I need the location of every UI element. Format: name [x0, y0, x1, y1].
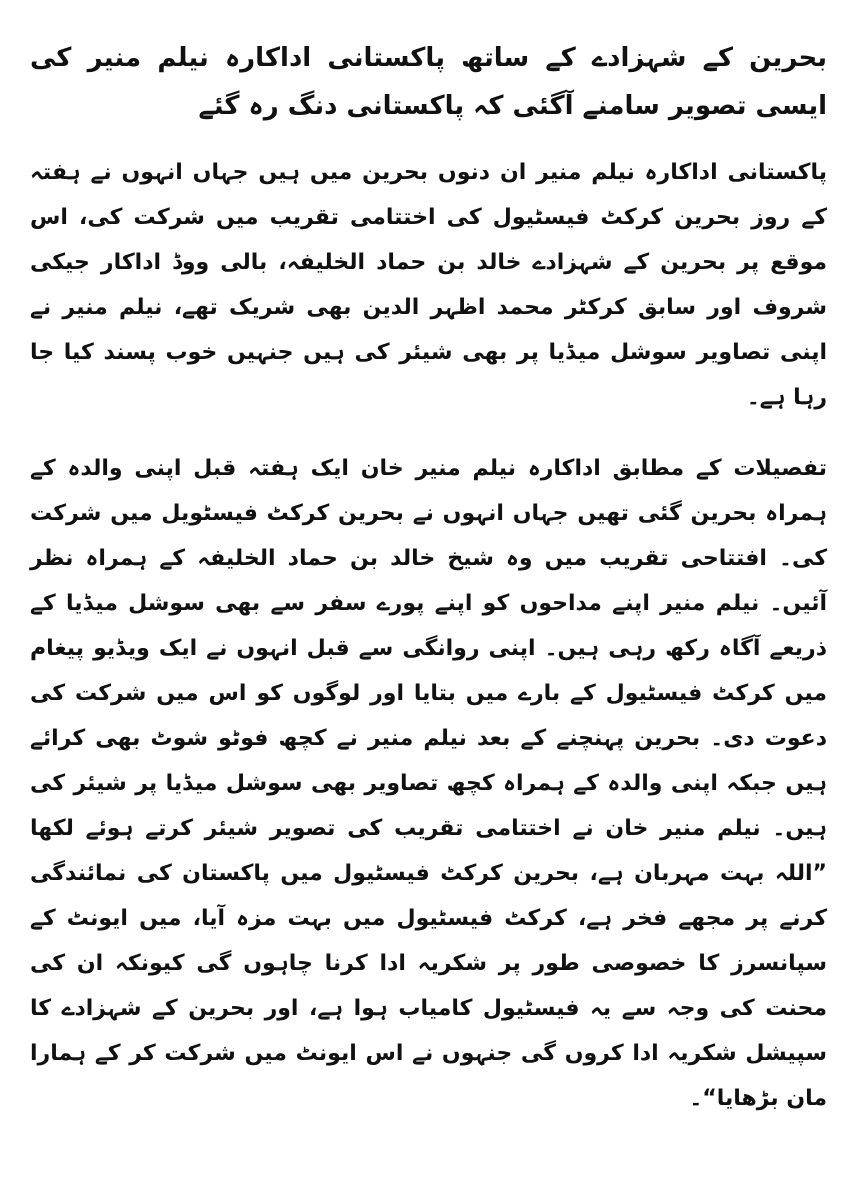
- article-headline: بحرین کے شہزادے کے ساتھ پاکستانی اداکارہ نیلم منیر کی ایسی تصویر سامنے آگئی کہ پاکستانی دنگ رہ گئے: [30, 43, 827, 121]
- article-paragraph-1: پاکستانی اداکارہ نیلم منیر ان دنوں بحرین میں ہیں جہاں انہوں نے ہفتہ کے روز بحرین کرکٹ فیسٹیول کی اختتامی تقریب میں شرکت کی، اس موقع پر بحرین کے شہزادے خالد بن حماد الخلیفہ، بالی ووڈ اداکار جیکی شروف اور سابق کرکٹر محمد اظہر الدین بھی شریک تھے، نیلم منیر نے اپنی تصاویر سوشل میڈیا پر بھی شیئر کی ہیں جنہیں خوب پسند کیا جا رہا ہے۔: [30, 160, 827, 410]
- article-paragraph-2: تفصیلات کے مطابق اداکارہ نیلم منیر خان ایک ہفتہ قبل اپنی والدہ کے ہمراہ بحرین گئی تھیں جہاں انہوں نے بحرین کرکٹ فیسٹویل میں شرکت کی۔ افتتاحی تقریب میں وہ شیخ خالد بن حماد الخلیفہ کے ہمراہ نظر آئیں۔ نیلم منیر اپنے مداحوں کو اپنے پورے سفر سے بھی سوشل میڈیا کے ذریعے آگاہ رکھ رہی ہیں۔ اپنی روانگی سے قبل انہوں نے ایک ویڈیو پیغام میں کرکٹ فیسٹیول کے بارے میں بتایا اور لوگوں کو اس میں شرکت کی دعوت دی۔ بحرین پہنچنے کے بعد نیلم منیر نے کچھ فوٹو شوٹ بھی کرائے ہیں جبکہ اپنی والدہ کے ہمراہ کچھ تصاویر بھی سوشل میڈیا پر شیئر کی ہیں۔ نیلم منیر خان نے اختتامی تقریب کی تصویر شیئر کرتے ہوئے لکھا ”اللہ بہت مہربان ہے، بحرین کرکٹ فیسٹیول میں پاکستان کی نمائندگی کرنے پر مجھے فخر ہے، کرکٹ فیسٹیول میں بہت مزہ آیا، میں ایونٹ کے سپانسرز کا خصوصی طور پر شکریہ ادا کرنا چاہوں گی کیونکہ ان کی محنت کی وجہ سے یہ فیسٹیول کامیاب ہوا ہے، اور بحرین کے شہزادے کا سپیشل شکریہ ادا کروں گی جنہوں نے اس ایونٹ میں شرکت کر کے ہمارا مان بڑھایا“۔: [30, 456, 827, 1111]
